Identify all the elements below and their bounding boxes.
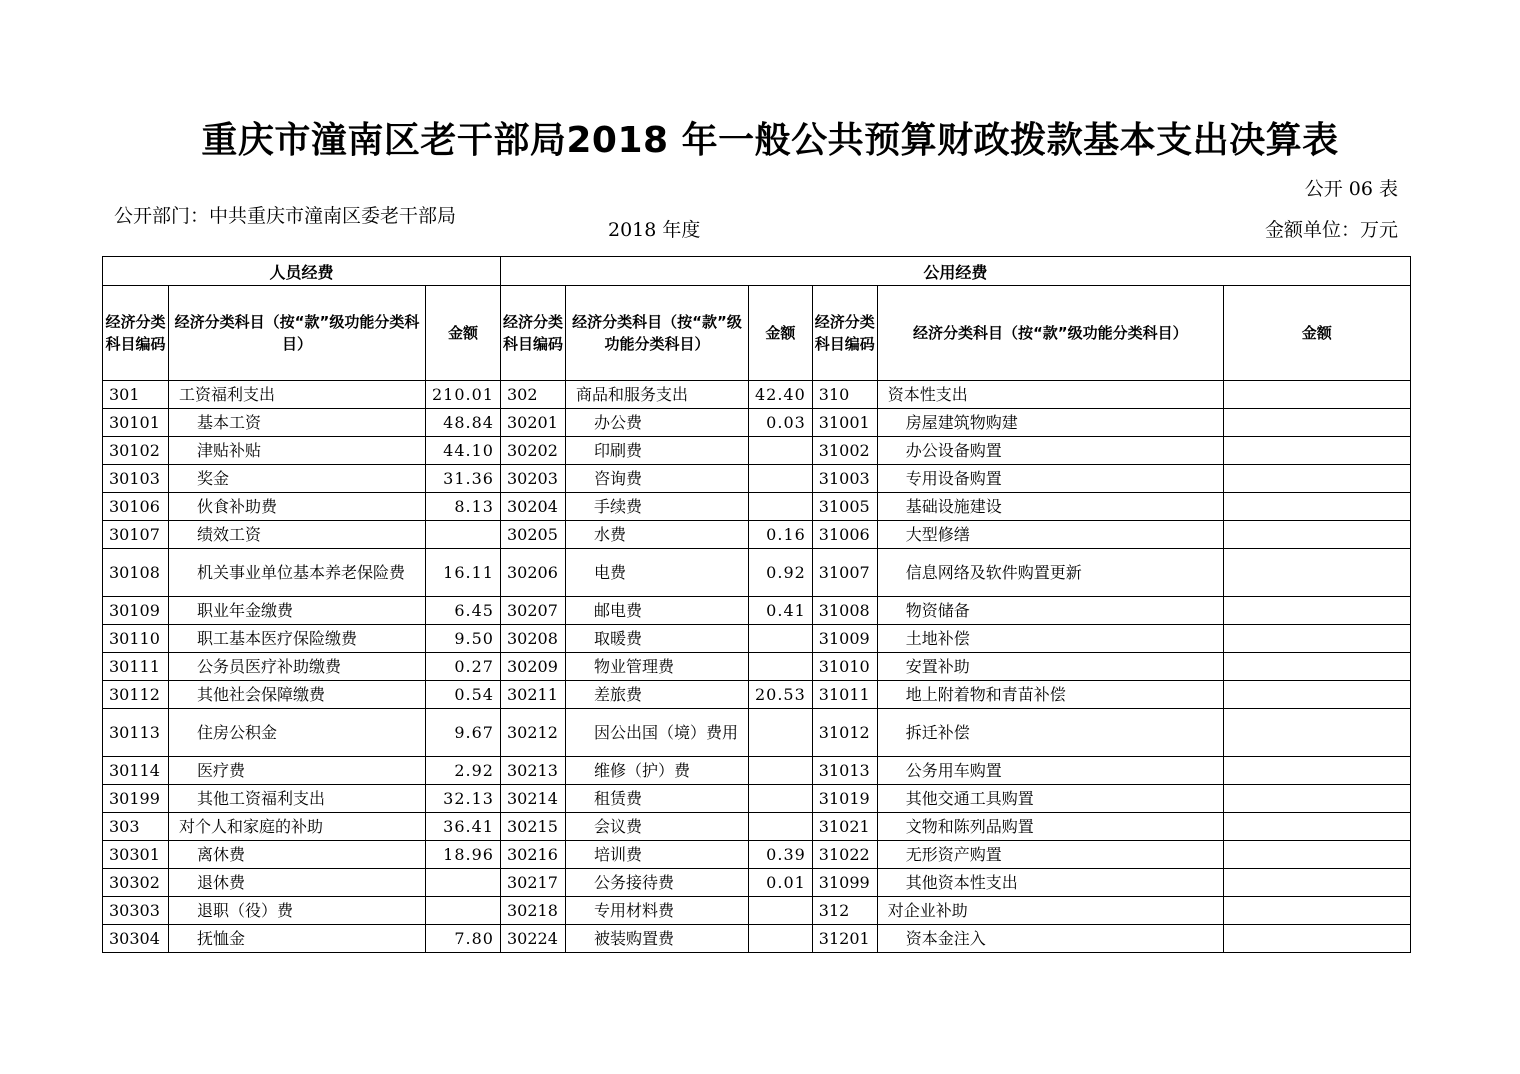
amount-cell: 0.39 <box>748 841 812 869</box>
code-cell: 30113 <box>103 709 169 757</box>
name-cell: 其他工资福利支出 <box>169 785 426 813</box>
name-cell: 房屋建筑物购建 <box>877 409 1223 437</box>
amount-cell <box>748 813 812 841</box>
name-cell: 其他交通工具购置 <box>877 785 1223 813</box>
name-cell: 公务用车购置 <box>877 757 1223 785</box>
amount-cell: 9.50 <box>426 625 501 653</box>
table-row <box>103 549 1411 597</box>
amount-cell <box>748 897 812 925</box>
amount-cell <box>1223 493 1410 521</box>
code-cell: 30212 <box>500 709 565 757</box>
expenditure-table <box>102 256 1411 953</box>
code-cell: 30209 <box>500 653 565 681</box>
code-cell: 302 <box>500 381 565 409</box>
amount-cell <box>1223 869 1410 897</box>
name-cell: 土地补偿 <box>877 625 1223 653</box>
code-cell: 31005 <box>812 493 877 521</box>
name-cell: 其他资本性支出 <box>877 869 1223 897</box>
amount-cell <box>1223 897 1410 925</box>
name-cell: 无形资产购置 <box>877 841 1223 869</box>
name-cell: 工资福利支出 <box>169 381 426 409</box>
header-code: 经济分类科目编码 <box>103 286 169 381</box>
name-cell: 医疗费 <box>169 757 426 785</box>
code-cell: 30211 <box>500 681 565 709</box>
code-cell: 30203 <box>500 465 565 493</box>
fiscal-year: 2018 年度 <box>608 219 701 241</box>
name-cell: 机关事业单位基本养老保险费 <box>169 549 426 597</box>
header-amount: 金额 <box>426 286 501 381</box>
table-row <box>103 785 1411 813</box>
code-cell: 30112 <box>103 681 169 709</box>
code-cell: 31007 <box>812 549 877 597</box>
table-row <box>103 465 1411 493</box>
code-cell: 30109 <box>103 597 169 625</box>
name-cell: 办公设备购置 <box>877 437 1223 465</box>
table-row <box>103 813 1411 841</box>
name-cell: 伙食补助费 <box>169 493 426 521</box>
name-cell: 绩效工资 <box>169 521 426 549</box>
code-cell: 31022 <box>812 841 877 869</box>
amount-cell: 2.92 <box>426 757 501 785</box>
amount-unit: 金额单位：万元 <box>1264 219 1398 241</box>
name-cell: 差旅费 <box>565 681 748 709</box>
amount-cell: 0.41 <box>748 597 812 625</box>
amount-cell <box>426 897 501 925</box>
table-row <box>103 381 1411 409</box>
code-cell: 301 <box>103 381 169 409</box>
name-cell: 专用设备购置 <box>877 465 1223 493</box>
code-cell: 30302 <box>103 869 169 897</box>
name-cell: 大型修缮 <box>877 521 1223 549</box>
name-cell: 津贴补贴 <box>169 437 426 465</box>
name-cell: 印刷费 <box>565 437 748 465</box>
amount-cell: 7.80 <box>426 925 501 953</box>
amount-cell: 0.27 <box>426 653 501 681</box>
table-row <box>103 925 1411 953</box>
name-cell: 职业年金缴费 <box>169 597 426 625</box>
table-row <box>103 597 1411 625</box>
table-row <box>103 437 1411 465</box>
name-cell: 奖金 <box>169 465 426 493</box>
name-cell: 咨询费 <box>565 465 748 493</box>
code-cell: 30207 <box>500 597 565 625</box>
code-cell: 31019 <box>812 785 877 813</box>
code-cell: 30218 <box>500 897 565 925</box>
name-cell: 取暖费 <box>565 625 748 653</box>
name-cell: 电费 <box>565 549 748 597</box>
amount-cell <box>748 925 812 953</box>
code-cell: 31001 <box>812 409 877 437</box>
header-amount: 金额 <box>748 286 812 381</box>
name-cell: 抚恤金 <box>169 925 426 953</box>
code-cell: 31013 <box>812 757 877 785</box>
code-cell: 30217 <box>500 869 565 897</box>
amount-cell: 20.53 <box>748 681 812 709</box>
name-cell: 培训费 <box>565 841 748 869</box>
amount-cell <box>748 437 812 465</box>
code-cell: 30303 <box>103 897 169 925</box>
section-personnel: 人员经费 <box>103 257 501 286</box>
name-cell: 办公费 <box>565 409 748 437</box>
code-cell: 30108 <box>103 549 169 597</box>
amount-cell <box>1223 757 1410 785</box>
code-cell: 30199 <box>103 785 169 813</box>
code-cell: 31010 <box>812 653 877 681</box>
code-cell: 30208 <box>500 625 565 653</box>
amount-cell <box>1223 465 1410 493</box>
name-cell: 租赁费 <box>565 785 748 813</box>
code-cell: 30102 <box>103 437 169 465</box>
header-name: 经济分类科目（按“款”级功能分类科目） <box>877 286 1223 381</box>
code-cell: 303 <box>103 813 169 841</box>
name-cell: 资本性支出 <box>877 381 1223 409</box>
amount-cell <box>748 653 812 681</box>
code-cell: 31008 <box>812 597 877 625</box>
amount-cell <box>1223 437 1410 465</box>
amount-cell: 18.96 <box>426 841 501 869</box>
code-cell: 30204 <box>500 493 565 521</box>
name-cell: 住房公积金 <box>169 709 426 757</box>
header-code: 经济分类科目编码 <box>500 286 565 381</box>
table-row <box>103 409 1411 437</box>
name-cell: 专用材料费 <box>565 897 748 925</box>
name-cell: 安置补助 <box>877 653 1223 681</box>
page-title: 重庆市潼南区老干部局2018 年一般公共预算财政拨款基本支出决算表 <box>201 120 1339 161</box>
name-cell: 公务员医疗补助缴费 <box>169 653 426 681</box>
amount-cell <box>426 521 501 549</box>
code-cell: 30106 <box>103 493 169 521</box>
amount-cell: 0.92 <box>748 549 812 597</box>
name-cell: 基础设施建设 <box>877 493 1223 521</box>
code-cell: 30110 <box>103 625 169 653</box>
amount-cell <box>1223 549 1410 597</box>
code-cell: 31002 <box>812 437 877 465</box>
table-row <box>103 757 1411 785</box>
table-row <box>103 493 1411 521</box>
header-name: 经济分类科目（按“款”级功能分类科目） <box>169 286 426 381</box>
amount-cell <box>1223 409 1410 437</box>
amount-cell <box>1223 521 1410 549</box>
name-cell: 其他社会保障缴费 <box>169 681 426 709</box>
amount-cell: 16.11 <box>426 549 501 597</box>
name-cell: 地上附着物和青苗补偿 <box>877 681 1223 709</box>
name-cell: 物业管理费 <box>565 653 748 681</box>
amount-cell <box>1223 597 1410 625</box>
amount-cell <box>748 785 812 813</box>
table-row <box>103 625 1411 653</box>
code-cell: 30107 <box>103 521 169 549</box>
name-cell: 资本金注入 <box>877 925 1223 953</box>
amount-cell: 0.16 <box>748 521 812 549</box>
code-cell: 31009 <box>812 625 877 653</box>
amount-cell <box>748 709 812 757</box>
amount-cell: 6.45 <box>426 597 501 625</box>
code-cell: 30215 <box>500 813 565 841</box>
table-row <box>103 653 1411 681</box>
amount-cell: 0.54 <box>426 681 501 709</box>
name-cell: 对个人和家庭的补助 <box>169 813 426 841</box>
amount-cell <box>1223 381 1410 409</box>
name-cell: 退职（役）费 <box>169 897 426 925</box>
amount-cell <box>1223 681 1410 709</box>
code-cell: 30213 <box>500 757 565 785</box>
amount-cell <box>1223 709 1410 757</box>
amount-cell <box>426 869 501 897</box>
name-cell: 对企业补助 <box>877 897 1223 925</box>
amount-cell: 8.13 <box>426 493 501 521</box>
code-cell: 30201 <box>500 409 565 437</box>
name-cell: 手续费 <box>565 493 748 521</box>
amount-cell <box>1223 653 1410 681</box>
name-cell: 职工基本医疗保险缴费 <box>169 625 426 653</box>
table-number: 公开 06 表 <box>1304 178 1398 200</box>
amount-cell: 9.67 <box>426 709 501 757</box>
amount-cell: 0.01 <box>748 869 812 897</box>
code-cell: 30216 <box>500 841 565 869</box>
name-cell: 基本工资 <box>169 409 426 437</box>
code-cell: 30114 <box>103 757 169 785</box>
code-cell: 30304 <box>103 925 169 953</box>
table-row <box>103 709 1411 757</box>
table-row <box>103 681 1411 709</box>
amount-cell <box>748 757 812 785</box>
name-cell: 离休费 <box>169 841 426 869</box>
code-cell: 30101 <box>103 409 169 437</box>
amount-cell: 44.10 <box>426 437 501 465</box>
amount-cell: 42.40 <box>748 381 812 409</box>
section-public: 公用经费 <box>500 257 1410 286</box>
amount-cell: 31.36 <box>426 465 501 493</box>
amount-cell <box>748 625 812 653</box>
amount-cell <box>748 465 812 493</box>
header-name: 经济分类科目（按“款”级功能分类科目） <box>565 286 748 381</box>
name-cell: 信息网络及软件购置更新 <box>877 549 1223 597</box>
amount-cell <box>1223 625 1410 653</box>
code-cell: 30111 <box>103 653 169 681</box>
code-cell: 30205 <box>500 521 565 549</box>
name-cell: 被装购置费 <box>565 925 748 953</box>
amount-cell: 32.13 <box>426 785 501 813</box>
code-cell: 30103 <box>103 465 169 493</box>
code-cell: 31012 <box>812 709 877 757</box>
amount-cell <box>748 493 812 521</box>
amount-cell <box>1223 925 1410 953</box>
amount-cell <box>1223 813 1410 841</box>
header-code: 经济分类科目编码 <box>812 286 877 381</box>
code-cell: 30202 <box>500 437 565 465</box>
amount-cell <box>1223 785 1410 813</box>
code-cell: 31006 <box>812 521 877 549</box>
code-cell: 31003 <box>812 465 877 493</box>
code-cell: 31201 <box>812 925 877 953</box>
header-amount: 金额 <box>1223 286 1410 381</box>
code-cell: 31099 <box>812 869 877 897</box>
name-cell: 因公出国（境）费用 <box>565 709 748 757</box>
amount-cell: 0.03 <box>748 409 812 437</box>
amount-cell <box>1223 841 1410 869</box>
name-cell: 维修（护）费 <box>565 757 748 785</box>
code-cell: 31021 <box>812 813 877 841</box>
department-label: 公开部门：中共重庆市潼南区委老干部局 <box>114 205 457 227</box>
table-row <box>103 521 1411 549</box>
name-cell: 商品和服务支出 <box>565 381 748 409</box>
name-cell: 拆迁补偿 <box>877 709 1223 757</box>
table-row <box>103 869 1411 897</box>
amount-cell: 210.01 <box>426 381 501 409</box>
table-row <box>103 841 1411 869</box>
name-cell: 会议费 <box>565 813 748 841</box>
name-cell: 文物和陈列品购置 <box>877 813 1223 841</box>
amount-cell: 48.84 <box>426 409 501 437</box>
code-cell: 30214 <box>500 785 565 813</box>
code-cell: 310 <box>812 381 877 409</box>
code-cell: 30224 <box>500 925 565 953</box>
name-cell: 退休费 <box>169 869 426 897</box>
code-cell: 30206 <box>500 549 565 597</box>
code-cell: 31011 <box>812 681 877 709</box>
name-cell: 水费 <box>565 521 748 549</box>
table-row <box>103 897 1411 925</box>
name-cell: 公务接待费 <box>565 869 748 897</box>
name-cell: 物资储备 <box>877 597 1223 625</box>
code-cell: 30301 <box>103 841 169 869</box>
amount-cell: 36.41 <box>426 813 501 841</box>
code-cell: 312 <box>812 897 877 925</box>
name-cell: 邮电费 <box>565 597 748 625</box>
